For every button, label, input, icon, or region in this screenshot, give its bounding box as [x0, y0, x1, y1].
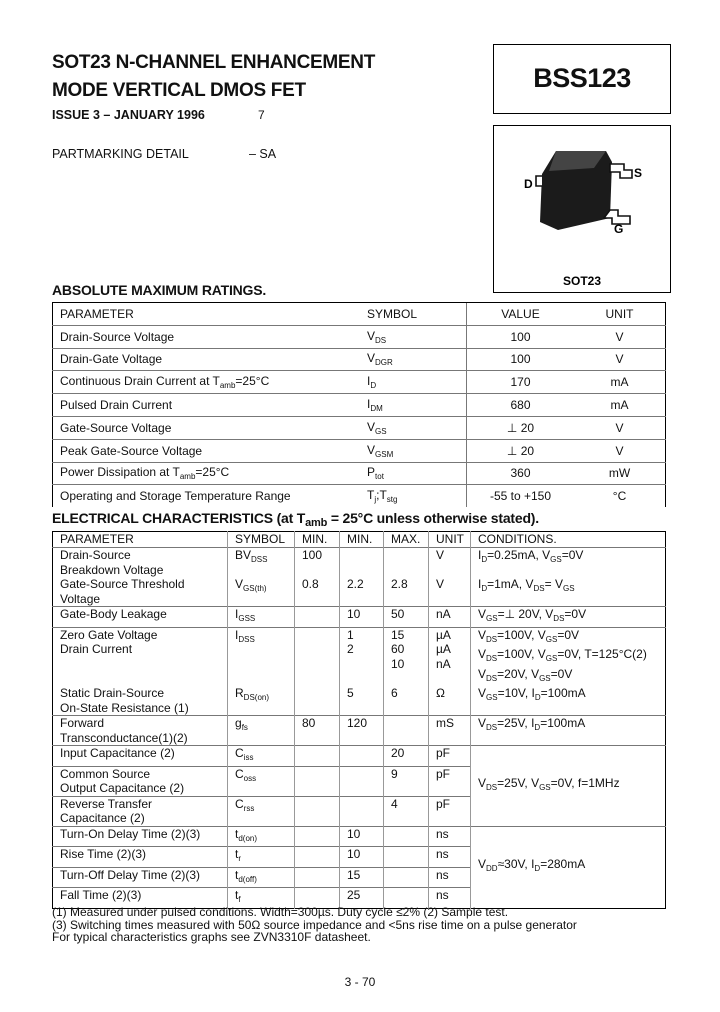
- elec-table: [52, 531, 666, 909]
- footnote: (1) Measured under pulsed conditions. Width=300µs. Duty cycle ≤2% (2) Sample test.: [52, 905, 509, 919]
- symbol: $V_{GSM}$: [360, 439, 467, 462]
- issue-date: ISSUE 3 – JANUARY 1996: [52, 108, 205, 122]
- param: Common Source Output Capacitance (2): [53, 766, 228, 796]
- param: Operating and Storage Temperature Range: [60, 489, 291, 504]
- title-line-2: MODE VERTICAL DMOS FET: [52, 80, 306, 101]
- issue-mark: 7: [258, 108, 265, 122]
- elec-row: [53, 826, 666, 847]
- partmarking-value: – SA: [249, 147, 277, 161]
- value: 360: [467, 462, 575, 485]
- unit: pF: [429, 796, 471, 826]
- min: [295, 686, 340, 716]
- typ: [340, 796, 384, 826]
- typ: 10: [340, 847, 384, 868]
- param: Gate-Source Threshold Voltage: [60, 577, 185, 606]
- value: 100: [467, 348, 575, 371]
- value: ⊥ 20: [467, 439, 575, 462]
- elec-row: [53, 607, 666, 628]
- unit: V: [574, 348, 666, 371]
- elec-title: ELECTRICAL CHARACTERISTICS (at $T_{amb} = 25^\circ C$ unless otherwise stated).: [52, 510, 539, 529]
- param: Pulsed Drain Current: [53, 394, 361, 417]
- max: 50: [384, 607, 429, 628]
- param: Gate-Source Voltage: [53, 416, 361, 439]
- unit: V: [574, 325, 666, 348]
- max: 20: [384, 746, 429, 767]
- pin-s-label: S: [634, 166, 643, 180]
- header-max: MAX.: [384, 532, 429, 548]
- unit: V: [574, 439, 666, 462]
- param: Power Dissipation at $T_{amb}=25^\circ C$: [53, 462, 361, 485]
- abs-max-table: [52, 302, 666, 507]
- header-symbol: SYMBOL: [360, 303, 467, 326]
- symbol: $V_{GS}$: [360, 416, 467, 439]
- unit: V: [429, 577, 471, 607]
- param: Turn-On Delay Time (2)(3): [53, 826, 228, 847]
- unit: mA: [574, 371, 666, 394]
- cond: $V_{DS}=100V$, $V_{GS}=0V$ $V_{DS}=100V$, $V_{GS}=0V$, T=125°C(2) $V_{DS}=20V$, $V_{GS}=0V$: [471, 627, 666, 686]
- symbol: $T_j;T_{stg}$: [367, 488, 398, 505]
- typ: 25: [340, 888, 384, 909]
- unit: µA µA nA: [429, 627, 471, 686]
- unit: pF: [429, 766, 471, 796]
- min: [295, 766, 340, 796]
- max: 4: [384, 796, 429, 826]
- param: Gate-Body Leakage: [53, 607, 228, 628]
- pin-d-label: D: [524, 177, 533, 191]
- symbol: $C_{oss}$: [228, 766, 295, 796]
- footnotes: [52, 906, 577, 944]
- unit: V: [429, 548, 471, 578]
- value: ⊥ 20: [467, 416, 575, 439]
- unit: ns: [429, 847, 471, 868]
- header-conditions: CONDITIONS.: [471, 532, 666, 548]
- typ: 120: [340, 716, 384, 746]
- typ: 10: [340, 607, 384, 628]
- typ: 5: [340, 686, 384, 716]
- abs-max-row: [53, 416, 666, 439]
- elec-header-row: [53, 532, 666, 548]
- param: Fall Time (2)(3): [53, 888, 228, 909]
- param: Input Capacitance (2): [53, 746, 228, 767]
- min: [295, 627, 340, 686]
- symbol: $t_{d(on)}$: [228, 826, 295, 847]
- symbol: $t_{d(off)}$: [228, 867, 295, 888]
- max: 2.8: [384, 577, 429, 607]
- param: Zero Gate Voltage Drain Current: [53, 627, 228, 686]
- unit: V: [574, 416, 666, 439]
- abs-max-row: [53, 325, 666, 348]
- title-line-1: SOT23 N-CHANNEL ENHANCEMENT: [52, 52, 376, 73]
- param: Continuous Drain Current at $T_{amb}=25^\circ C$: [53, 371, 361, 394]
- param: Peak Gate-Source Voltage: [53, 439, 361, 462]
- max: [384, 548, 429, 578]
- unit: ns: [429, 826, 471, 847]
- max: 15 60 10: [384, 627, 429, 686]
- max: [384, 826, 429, 847]
- symbol: $C_{rss}$: [228, 796, 295, 826]
- header-parameter: PARAMETER: [53, 303, 361, 326]
- typ: 1 2: [340, 627, 384, 686]
- param: Drain-Source Voltage: [53, 325, 361, 348]
- typ: [340, 766, 384, 796]
- abs-max-row: [53, 348, 666, 371]
- min: 0.8: [295, 577, 340, 607]
- abs-max-header-row: [53, 303, 666, 326]
- header-unit: UNIT: [429, 532, 471, 548]
- symbol: $t_f$: [228, 888, 295, 909]
- cond: $V_{GS}=10V$, $I_D=100mA$: [471, 686, 666, 716]
- abs-max-row: [53, 462, 666, 485]
- symbol: $g_{fs}$: [228, 716, 295, 746]
- page-number: 3 - 70: [344, 975, 376, 989]
- param: Turn-Off Delay Time (2)(3): [53, 867, 228, 888]
- cond: $V_{DS}=25V$, $I_D=100mA$: [471, 716, 666, 746]
- elec-row: [53, 716, 666, 746]
- unit: nA: [429, 607, 471, 628]
- typ: [340, 746, 384, 767]
- min: 80: [295, 716, 340, 746]
- typ: 2.2: [340, 577, 384, 607]
- symbol: $I_{DM}$: [360, 394, 467, 417]
- package-name: SOT23: [562, 274, 602, 288]
- value: 170: [467, 371, 575, 394]
- max: 6: [384, 686, 429, 716]
- max: [384, 867, 429, 888]
- unit: mS: [429, 716, 471, 746]
- symbol: $t_r$: [228, 847, 295, 868]
- elec-row: [53, 627, 666, 686]
- symbol: $P_{tot}$: [360, 462, 467, 485]
- min: [295, 746, 340, 767]
- footnote: (3) Switching times measured with 50Ω source impedance and <5ns rise time on a pulse generator: [52, 917, 577, 932]
- min: [295, 867, 340, 888]
- min: [295, 607, 340, 628]
- elec-row: [53, 548, 666, 578]
- unit: Ω: [429, 686, 471, 716]
- unit: pF: [429, 746, 471, 767]
- abs-max-row: [53, 485, 666, 507]
- sot23-package-drawing: [494, 126, 670, 292]
- abs-max-row: [53, 394, 666, 417]
- header-unit: UNIT: [574, 303, 666, 326]
- param: Forward Transconductance(1)(2): [53, 716, 228, 746]
- pin-g-label: G: [614, 222, 624, 236]
- symbol: $I_D$: [360, 371, 467, 394]
- typ: [340, 548, 384, 578]
- min: [295, 796, 340, 826]
- unit: ns: [429, 888, 471, 909]
- part-number-box: [493, 44, 671, 114]
- elec-row: [53, 746, 666, 767]
- max: 9: [384, 766, 429, 796]
- header-min: MIN.: [295, 532, 340, 548]
- symbol: $R_{DS(on)}$: [228, 686, 295, 716]
- param: Reverse Transfer Capacitance (2): [53, 796, 228, 826]
- value: -55 to +150: [467, 485, 575, 507]
- typ: 15: [340, 867, 384, 888]
- min: [295, 847, 340, 868]
- unit: ns: [429, 867, 471, 888]
- max: [384, 716, 429, 746]
- param: Rise Time (2)(3): [53, 847, 228, 868]
- header-min-2: MIN.: [340, 532, 384, 548]
- abs-max-row: [53, 439, 666, 462]
- symbol: $I_{DSS}$: [228, 627, 295, 686]
- symbol: $V_{DS}$: [360, 325, 467, 348]
- value: 680: [467, 394, 575, 417]
- typ: 10: [340, 826, 384, 847]
- package-box: [493, 125, 671, 293]
- cond: $V_{GS}=\perp$ 20V, $V_{DS}=0V$: [471, 607, 666, 628]
- cond: $I_D=1mA$, $V_{DS}= V_{GS}$: [471, 577, 666, 607]
- symbol: $V_{DGR}$: [360, 348, 467, 371]
- param: Drain-Gate Voltage: [53, 348, 361, 371]
- symbol: $I_{GSS}$: [228, 607, 295, 628]
- cond: $V_{DS}=25V$, $V_{GS}=0V$, f=1MHz: [471, 746, 666, 827]
- abs-max-title: ABSOLUTE MAXIMUM RATINGS.: [52, 282, 267, 298]
- symbol: $C_{iss}$: [228, 746, 295, 767]
- unit: mA: [574, 394, 666, 417]
- elec-row: [53, 577, 666, 607]
- cond: $V_{DD}\approx 30V$, $I_D=280mA$: [471, 826, 666, 908]
- symbol: $BV_{DSS}$: [228, 548, 295, 578]
- value: 100: [467, 325, 575, 348]
- min: [295, 826, 340, 847]
- header-symbol: SYMBOL: [228, 532, 295, 548]
- elec-row: [53, 686, 666, 716]
- cond: $I_D=0.25mA$, $V_{GS}=0V$: [471, 548, 666, 578]
- param: Static Drain-Source On-State Resistance (1): [60, 686, 189, 715]
- abs-max-row: [53, 371, 666, 394]
- part-number: BSS123: [533, 63, 631, 93]
- partmarking-label: PARTMARKING DETAIL: [52, 147, 189, 161]
- footnote: For typical characteristics graphs see ZVN3310F datasheet.: [52, 930, 371, 944]
- max: [384, 847, 429, 868]
- symbol: $V_{GS(th)}$: [228, 577, 295, 607]
- unit: °C: [612, 489, 627, 504]
- param: Drain-Source Breakdown Voltage: [53, 548, 228, 578]
- unit: mW: [574, 462, 666, 485]
- min: 100: [295, 548, 340, 578]
- header-value: VALUE: [467, 303, 575, 326]
- header-parameter: PARAMETER: [60, 532, 134, 546]
